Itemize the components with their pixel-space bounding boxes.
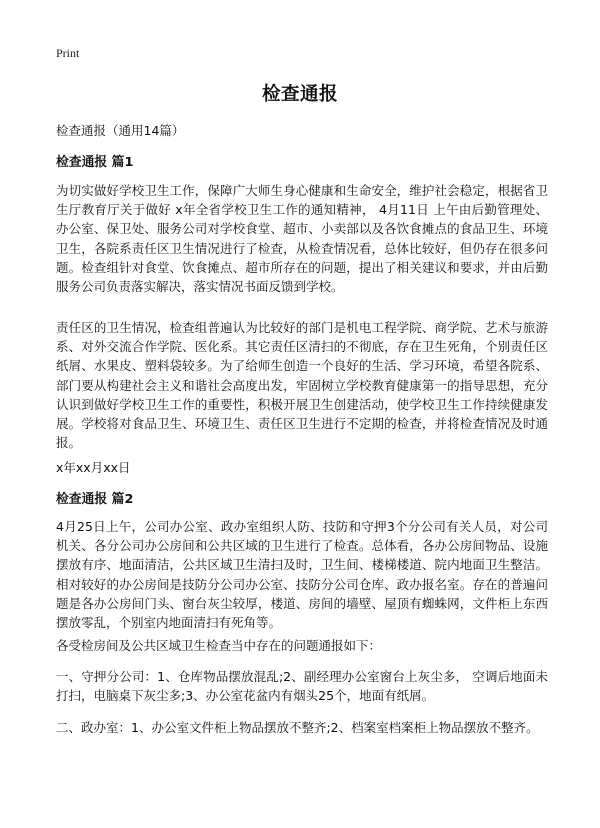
section-1-paragraph-1: 为切实做好学校卫生工作，保障广大师生身心健康和生命安全，维护社会稳定，根据省卫生厅教育厅关于做好 x年全省学校卫生工作的通知精神， 4月11日 上午由后勤管理处、办公室、保卫处、服务公司对学校食堂、超市、小卖部以及各饮食摊点的食品卫生、环境卫生，各院系责任区卫生情况进行了检查，从检查情况看，总体比较好，但仍存在很多问题。检查组针对食堂、饮食摊点、超市所存在的问题，提出了相关建议和要求，并由后勤服务公司负责落实解决，落实情况书面反馈到学校。 (56, 183, 548, 295)
section-heading-2: 检查通报 篇2 (56, 492, 134, 507)
section-2-paragraph-3: 一、守押分公司：1、仓库物品摆放混乱;2、副经理办公室窗台上灰尘多， 空调后地面未打扫，电脑桌下灰尘多;3、办公室花盆内有烟头25个，地面有纸屑。 (56, 669, 548, 704)
document-subtitle: 检查通报（通用14篇） (56, 123, 185, 138)
print-link[interactable]: Print (56, 46, 80, 60)
document-title: 检查通报 (261, 84, 338, 105)
section-1-paragraph-2: 责任区的卫生情况，检查组普遍认为比较好的部门是机电工程学院、商学院、艺术与旅游系、对外交流合作学院、医化系。其它责任区清扫的不彻底，存在卫生死角，个别责任区纸屑、水果皮、塑料袋较多。为了给师生创造一个良好的生活、学习环境，希望各院系、部门要从构建社会主义和谐社会高度出发，牢固树立学校教育健康第一的指导思想，充分认识到做好学校卫生工作的重要性，积极开展卫生创建活动，使学校卫生工作持续健康发展。学校将对食品卫生、环境卫生、责任区卫生进行不定期的检查，并将检查情况及时通报。 (56, 320, 548, 451)
section-1-date: x年xx月xx日 (56, 460, 131, 475)
section-2-paragraph-2: 各受检房间及公共区域卫生检查当中存在的问题通报如下： (56, 638, 382, 653)
section-heading-1: 检查通报 篇1 (56, 155, 134, 170)
section-2-paragraph-4: 二、政办室：1、办公室文件柜上物品摆放不整齐;2、档案室档案柜上物品摆放不整齐。 (56, 720, 539, 735)
section-2-paragraph-1: 4月25日上午，公司办公室、政办室组织人防、技防和守押3个分公司有关人员，对公司机关、各分公司办公房间和公共区域的卫生进行了检查。总体看，各办公房间物品、设施摆放有序、地面清洁，公共区域卫生清扫及时，卫生间、楼梯楼道、院内地面卫生整洁。相对较好的办公房间是技防分公司办公室、技防分公司仓库、政办报名室。存在的普遍问题是各办公房间门头、窗台灰尘较厚，楼道、房间的墙壁、屋顶有蜘蛛网，文件柜上东西摆放零乱，个别室内地面清扫有死角等。 (56, 519, 548, 631)
